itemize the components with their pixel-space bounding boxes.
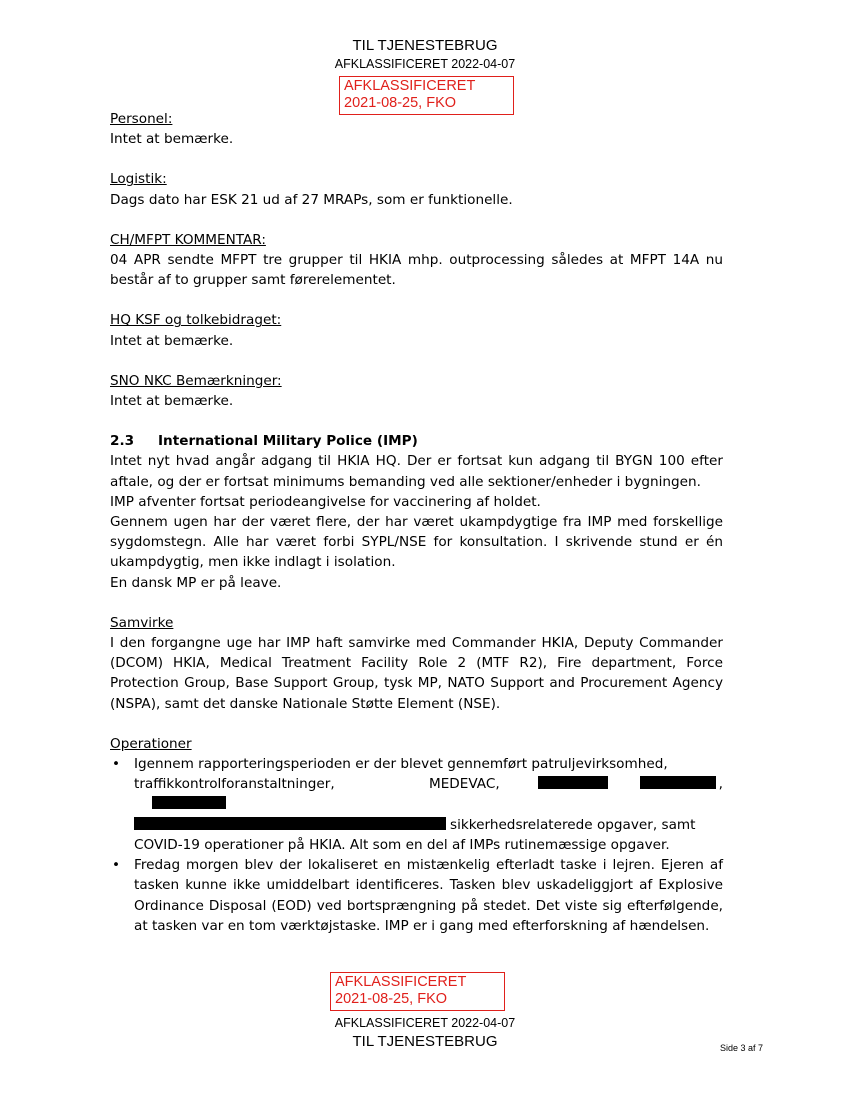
hqksf-body: Intet at bemærke. (110, 332, 234, 349)
redaction-block (640, 776, 716, 789)
operationer-list (110, 754, 723, 936)
hqksf-heading: HQ KSF og tolkebidraget: (110, 312, 282, 329)
footer-classification: TIL TJENESTEBRUG (352, 1033, 498, 1050)
samvirke-heading: Samvirke (110, 614, 174, 631)
stamp-line-2: 2021-08-25, FKO (335, 991, 448, 1007)
bullet-glyph: • (112, 756, 121, 773)
logistik-body: Dags dato har ESK 21 ud af 27 MRAPs, som er funktionelle. (110, 191, 513, 208)
imp-section-name: International Military Police (IMP) (158, 433, 418, 450)
redaction-block (538, 776, 608, 789)
personel-body: Intet at bemærke. (110, 131, 234, 148)
samvirke-body: I den forgangne uge har IMP haft samvirke med Commander HKIA, Deputy Commander (DCOM) HKIA, Medical Treatment Facility Role 2 (MTF R2), Fire department, Force Protection Group, Base Support Group, tysk MP, NATO Support and Procurement Agency (NSPA), samt det danske Nationale Støtte Element (NSE). (110, 635, 723, 712)
imp-section-number: 2.3 (110, 433, 135, 450)
redaction-block (152, 796, 226, 809)
bullet-glyph: • (112, 857, 121, 874)
stamp-line-1: AFKLASSIFICERET (335, 974, 467, 990)
list-item (110, 754, 723, 855)
document-body (110, 109, 723, 936)
page-number: Side 3 af 7 (720, 1043, 764, 1053)
logistik-heading: Logistik: (110, 171, 167, 188)
header-classification: TIL TJENESTEBRUG (352, 37, 498, 54)
ops-item1-line4: COVID-19 operationer på HKIA. Alt som en del af IMPs rutinemæssige opgaver. (134, 836, 670, 853)
stamp-line-2: 2021-08-25, FKO (344, 95, 457, 111)
header-declassified-date: AFKLASSIFICERET 2022-04-07 (334, 57, 516, 71)
imp-section-title (110, 431, 723, 451)
imp-paragraph-2: IMP afventer fortsat periodeangivelse for vaccinering af holdet. (110, 493, 541, 510)
imp-paragraph-3: Gennem ugen har der været flere, der har været ukampdygtige fra IMP med forskellige sygdomstegn. Alle har været forbi SYPL/NSE for konsultation. I skrivende stund er én ukampdygtig, men ikke indlagt i isolation. (110, 514, 723, 571)
imp-paragraph-4: En dansk MP er på leave. (110, 574, 282, 591)
chmfpt-heading: CH/MFPT KOMMENTAR: (110, 231, 266, 248)
ops-item1-line2: traffikkontrolforanstaltninger, MEDEVAC, (134, 776, 500, 793)
ops-item1-line1: Igennem rapporteringsperioden er der blevet gennemført patruljevirksomhed, (134, 756, 668, 773)
list-item (110, 855, 723, 936)
personel-heading: Personel: (110, 111, 173, 127)
footer-declassified-date: AFKLASSIFICERET 2022-04-07 (334, 1016, 516, 1030)
imp-paragraph-1: Intet nyt hvad angår adgang til HKIA HQ. Der er fortsat kun adgang til BYGN 100 efter aftale, og der er fortsat minimums bemanding ved alle sektioner/enheder i bygningen. (110, 453, 723, 490)
snonkc-heading: SNO NKC Bemærkninger: (110, 372, 282, 389)
redaction-block (134, 817, 446, 830)
operationer-heading: Operationer (110, 735, 192, 752)
footer-declassification-stamp (330, 972, 505, 1011)
snonkc-body: Intet at bemærke. (110, 393, 234, 410)
ops-item1-line3: sikkerhedsrelaterede opgaver, samt (450, 816, 696, 833)
ops-item1-comma: , (718, 776, 723, 793)
ops-item2: Fredag morgen blev der lokaliseret en mistænkelig efterladt taske i lejren. Ejeren af tasken kunne ikke umiddelbart identificeres. Tasken blev uskadeliggjort af Explosive Ordinance Disposal (EOD) ved bortsprængning på stedet. Det viste sig efterfølgende, at tasken var en tom værktøjstaske. IMP er i gang med efterforskning af hændelsen. (134, 857, 723, 934)
chmfpt-body: 04 APR sendte MFPT tre grupper til HKIA mhp. outprocessing således at MFPT 14A nu består af to grupper samt førerelementet. (110, 252, 723, 289)
stamp-line-1: AFKLASSIFICERET (344, 78, 476, 94)
